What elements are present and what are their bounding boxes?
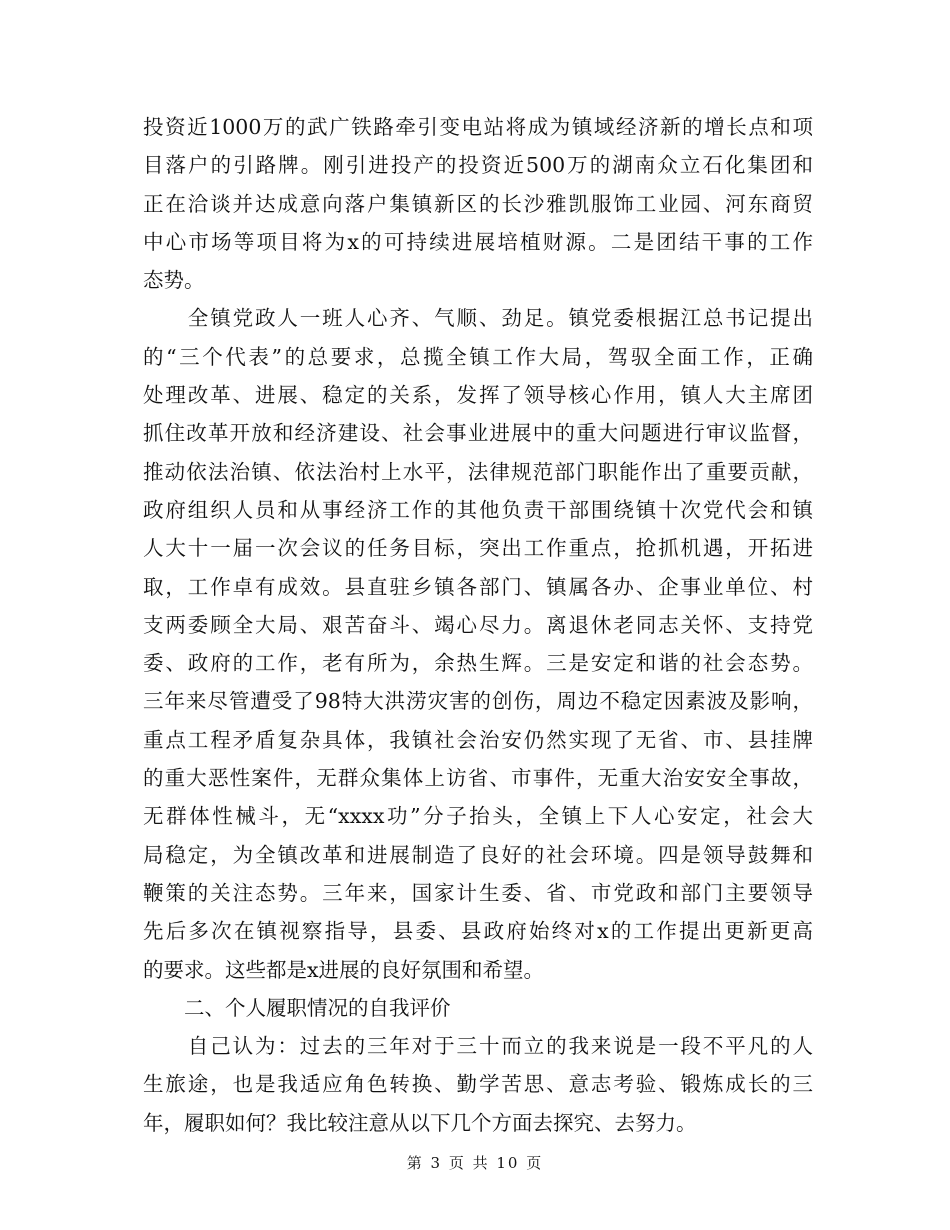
text-line: 中心市场等项目将为x的可持续进展培植财源。二是团结干事的工作 bbox=[143, 229, 813, 254]
text-line: 投资近1000万的武广铁路牵引变电站将成为镇域经济新的增长点和项 bbox=[143, 115, 813, 139]
text-line: 先后多次在镇视察指导，县委、县政府始终对x的工作提出更新更高 bbox=[143, 919, 813, 944]
text-line: 全镇党政人一班人心齐、气顺、劲足。镇党委根据江总书记提出 bbox=[143, 306, 813, 331]
text-line: 自己认为：过去的三年对于三十而立的我来说是一段不平凡的人 bbox=[143, 1034, 813, 1059]
text-line: 三年来尽管遭受了98特大洪涝灾害的创伤，周边不稳定因素波及影响， bbox=[143, 689, 813, 714]
text-line: 的要求。这些都是x进展的良好氛围和希望。 bbox=[143, 957, 545, 982]
text-line: 取，工作卓有成效。县直驻乡镇各部门、镇属各办、企事业单位、村 bbox=[143, 574, 813, 599]
text-line: 鞭策的关注态势。三年来，国家计生委、省、市党政和部门主要领导 bbox=[143, 880, 813, 905]
text-line: 无群体性械斗，无“xxxx功”分子抬头，全镇上下人心安定，社会大 bbox=[143, 804, 813, 829]
text-line: 政府组织人员和从事经济工作的其他负责干部围绕镇十次党代会和镇 bbox=[143, 497, 813, 522]
text-line: 正在洽谈并达成意向落户集镇新区的长沙雅凯服饰工业园、河东商贸 bbox=[143, 191, 813, 216]
text-line: 支两委顾全大局、艰苦奋斗、竭心尽力。离退休老同志关怀、支持党 bbox=[143, 612, 813, 637]
text-line: 抓住改革开放和经济建设、社会事业进展中的重大问题进行审议监督， bbox=[143, 421, 813, 446]
text-line: 局稳定，为全镇改革和进展制造了良好的社会环境。四是领导鼓舞和 bbox=[143, 842, 813, 867]
text-line: 人大十一届一次会议的任务目标，突出工作重点，抢抓机遇，开拓进 bbox=[143, 536, 813, 561]
text-line: 的“三个代表”的总要求，总揽全镇工作大局，驾驭全面工作，正确 bbox=[143, 344, 813, 369]
text-line: 的重大恶性案件，无群众集体上访省、市事件，无重大治安安全事故， bbox=[143, 766, 813, 791]
text-line: 态势。 bbox=[143, 268, 205, 293]
text-line: 委、政府的工作，老有所为，余热生辉。三是安定和谐的社会态势。 bbox=[143, 651, 813, 676]
body-text bbox=[143, 108, 813, 1142]
text-line: 二、个人履职情况的自我评价 bbox=[143, 995, 451, 1020]
text-line: 目落户的引路牌。刚引进投产的投资近500万的湖南众立石化集团和 bbox=[143, 153, 813, 178]
text-line: 处理改革、进展、稳定的关系，发挥了领导核心作用，镇人大主席团 bbox=[143, 383, 813, 408]
text-line: 生旅途，也是我适应角色转换、勤学苦思、意志考验、锻炼成长的三 bbox=[143, 1072, 813, 1097]
text-line: 重点工程矛盾复杂具体，我镇社会治安仍然实现了无省、市、县挂牌 bbox=[143, 727, 813, 752]
page-footer: 第 3 页 共 10 页 bbox=[406, 1154, 544, 1172]
text-line: 推动依法治镇、依法治村上水平，法律规范部门职能作出了重要贡献， bbox=[143, 459, 813, 484]
text-line: 年，履职如何？我比较注意从以下几个方面去探究、去努力。 bbox=[143, 1110, 697, 1135]
